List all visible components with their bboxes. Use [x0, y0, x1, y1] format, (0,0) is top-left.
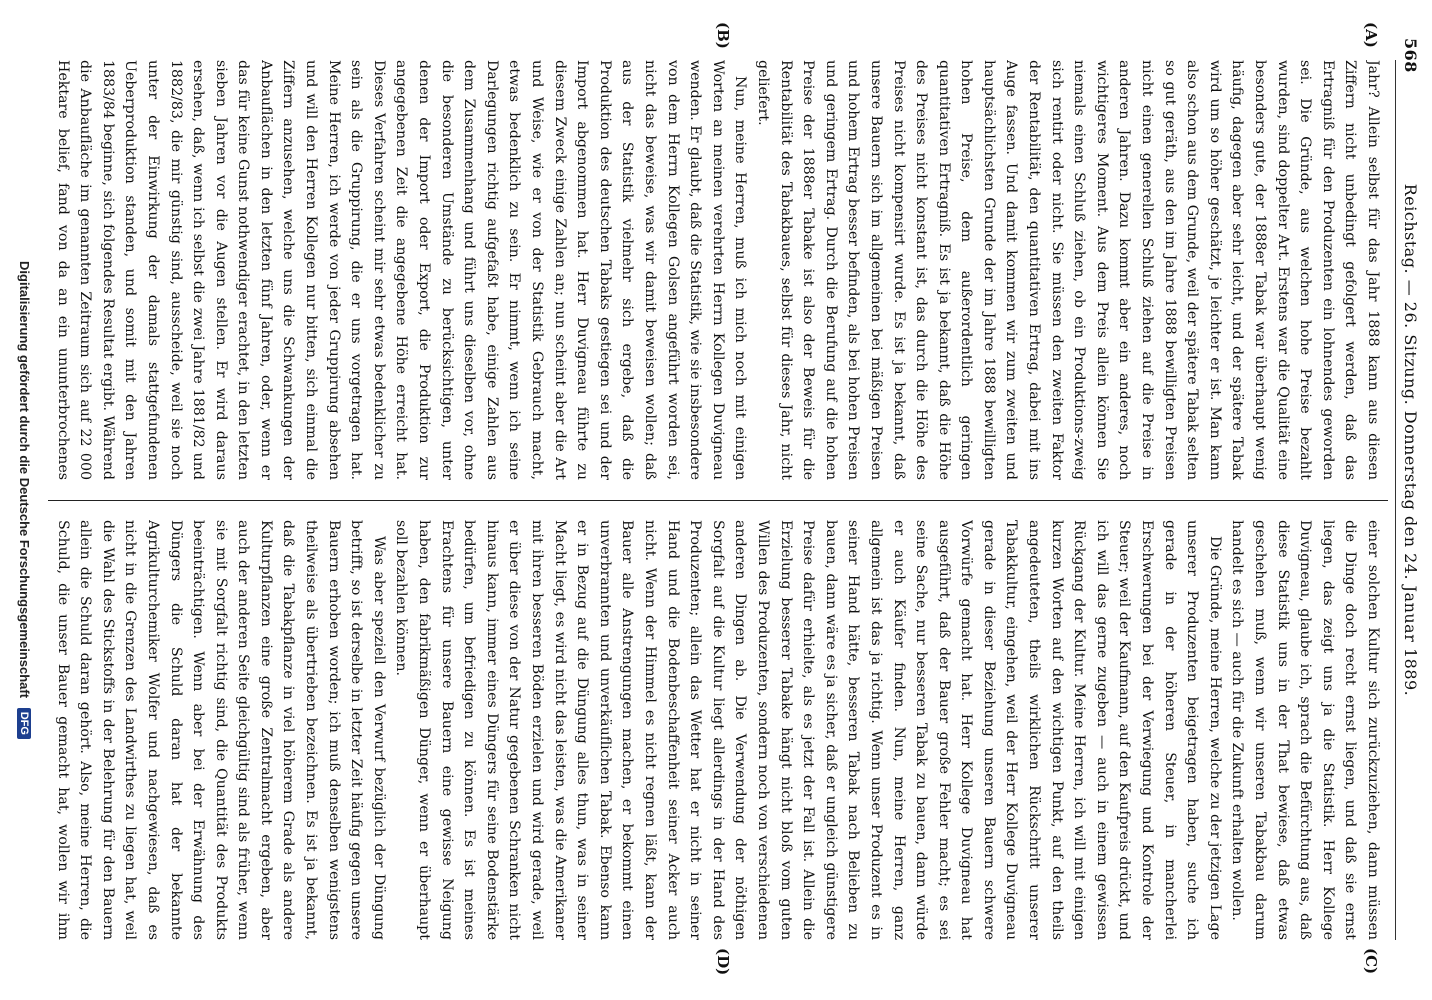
left-text-column — [54, 60, 1384, 480]
header-rule — [1395, 60, 1396, 940]
paragraph: Nun, meine Herren, muß ich mich noch mit einigen Worten an meinen verehrten Herrn Kollegen Duvigneau wenden. Er glaubt, daß die Statistik, wie sie insbesondere von dem Herrn Kollegen Golsen angeführt worden sei, nicht das beweise, was wir damit beweisen wollen; daß aus der Statistik vielmehr sich ergebe, daß die Produktion des deutschen Tabaks gestiegen sei und der Import abgenommen hat. Herr Duvigneau führte zu diesem Zweck einige Zahlen an; nun scheint aber die Art und Weise, wie er von der Statistik Gebrauch macht, etwas bedenklich zu sein. Er nimmt, wenn ich seine Darlegungen richtig aufgefaßt habe, einige Zahlen aus dem Zusammenhang und führt uns dieselben vor, ohne die besonderen Umstände zu berücksichtigen, unter denen der Import oder Export, die Produktion zur angegebenen Zeit die angegebene Höhe erreicht hat. Dieses Verfahren scheint mir sehr etwas bedenklicher zu sein als die Gruppirung, die er uns vorgetragen hat. Meine Herren, ich werde von jeder Gruppirung absehen und will den Herren Kollegen nur bitten, sich einmal die Ziffern anzusehen, welche uns die Schwankungen der Anbauflächen in den letzten fünf Jahren, oder, wenn er das für keine Gunst nothwendiger erachtet, in den letzten sieben Jahren vor die Augen stellen. Er wird daraus ersehen, daß, wenn ich selbst die zwei Jahre 1881/82 und 1882/83, die mir günstig sind, ausscheide, weil sie noch unter der Einwirkung der damals stattgefundenen Ueberproduktion standen, und somit mit den Jahren 1883/84 beginne, sich folgendes Resultat ergibt. Während die Anbaufläche im genannten Zeitraum sich auf 22 000 Hektare belief, fand von da an ein ununterbrochenes — [54, 60, 749, 480]
column-divider — [48, 500, 1388, 501]
margin-mark-a: (A) — [1362, 22, 1380, 48]
credit-text: Digitalisierung gefördert durch die Deutsche Forschungsgemeinschaft — [17, 261, 32, 699]
margin-mark-d: (D) — [714, 948, 732, 976]
digitization-credit — [6, 0, 32, 1000]
paragraph: Jahr? Allein selbst für das Jahr 1888 kann aus diesen Ziffern nicht unbedingt gefolgert werden, daß das Ertragniß für den Produzenten ein lohnendes geworden sei. Die Gründe, aus welchen hohe Preise bezahlt wurden, sind doppelter Art. Erstens war die Qualität eine besonders gute, der 1888er Tabak war überhaupt wenig häufig, dagegen aber sehr leicht, und der spätere Tabak wird um so höher geschätzt, je leichter er ist. Man kann also schon aus dem Grunde, weil der spätere Tabak selten so gut geräth, aus den im Jahre 1888 bewilligten Preisen nicht einen generellen Schluß ziehen auf die Preise in anderen Jahren. Dazu kommt aber ein anderes, noch wichtigeres Moment. Aus dem Preis allein können Sie niemals einen Schluß ziehen, ob ein Produktions-zweig sich rentirt oder nicht. Sie müssen den zweiten Faktor der Rentabilität, den quantitativen Ertrag, dabei mit ins Auge fassen. Und damit kommen wir zum zweiten und hauptsächlichsten Grunde der im Jahre 1888 bewilligten hohen Preise, dem außerordentlich geringen quantitativen Ertragniß. Es ist ja bekannt, daß die Höhe des Preises nicht konstant ist, das durch die Höhe des Preises nicht kompensirt wurde. Es ist ja bekannt, daß unsere Bauern sich im allgemeinen bei mäßigen Preisen und hohem Ertrag besser befinden, als bei hohen Preisen und geringem Ertrag. Durch die Berufung auf die hohen Preise der 1888er Tabake ist also der Beweis für die Rentabilität des Tabakbaues, selbst für dieses Jahr, nicht geliefert. — [754, 60, 1381, 480]
paragraph: Was aber speziell den Verwurf bezüglich der Düngung betrifft, so ist derselbe in letzter Zeit häufig gegen unsere Bauern erhoben worden; ich muß denselben wenigstens theilweise als übertrieben bezeichnen. Es ist ja bekannt, daß die Tabakpflanze in viel höherem Grade als andere Kulturpflanzen eine große Zentralmacht ergeben, aber auch der anderen Seite gleichgültig sind als früher, wenn sie mit Sorgfalt richtig sind, die Quantität des Produkts beeinträchtigen. Wenn aber bei der Erwähnung des Düngers die Schuld daran hat der bekannte Agrikulturchemiker Wolfer und nachgewiesen, daß es nicht in die Grenzen des Landwirthes zu liegen hat, weil die Wahl des Stickstoffs in der Belehrung für den Bauern allein die Schuld daran gehört. Also, meine Herren, die Schuld, die unser Bauer gemacht hat, wollen wir ihm — [54, 520, 387, 940]
paragraph: Die Gründe, meine Herren, welche zu der jetzigen Lage unserer Produzenten beigetragen haben, suche ich gerade in der höheren Steuer, in mancherlei Erschwerungen bei der Verwiegung und Kontrole der Steuer; weil der Kaufmann, auf den Kaufpreis drückt, und ich will das gerne zugeben — auch in einem gewissen Rückgang der Kultur. Meine Herren, ich will mit einigen kurzen Worten auf den wichtigen Punkt, auf den theils angedeuteten, theils wirklichen Rückschritt unserer Tabakkultur, eingehen, weil der Herr Kollege Duvigneau gerade in dieser Beziehung unseren Bauern schwere Vorwürfe gemacht hat. Herr Kollege Duvigneau hat ausgeführt, daß der Bauer große Fehler macht; es sei seine Sache, nur besseren Tabak zu bauen, dann würde er auch Käufer finden. Nun, meine Herren, ganz allgemein ist das ja richtig. Wenn unser Produzent es in seiner Hand hätte, besseren Tabak nach Belieben zu bauen, dann wäre es ja sicher, daß er ungleich günstigere Preise dafür erhielte, als es jetzt der Fall ist. Allein die Erzielung besserer Tabake hängt nicht bloß vom guten Willen des Produzenten, sondern noch von verschiedenen anderen Dingen ab. Die Verwendung der nöthigen Sorgfalt auf die Kultur liegt allerdings in der Hand des Produzenten; allein das Wetter hat er nicht in seiner Hand und die Bodenbeschaffenheit seiner Acker auch nicht. Wenn der Himmel es nicht regnen läßt, kann der Bauer alle Anstrengungen machen, er bekommt einen unverbrannten und unverkäuflichen Tabak. Ebenso kann er in Bezug auf die Düngung alles thun, was in seiner Macht liegt, es wird nicht das leisten, was die Amerikaner mit ihren besseren Böden erzielen und wird gerade, weil er über diese von der Natur gegebenen Schranken nicht hinaus kann, immer eines Düngers für seine Bodenstärke bedürfen, um befriedigen zu können. Es ist meines Erachtens für unsere Bauern eine gewisse Neigung haben, den fabrikmäßigen Dünger, wenn er überhaupt soll bezahlen können. — [393, 520, 1223, 940]
right-text-column — [54, 520, 1384, 940]
paragraph: einer solchen Kultur sich zurückzuziehen, dann müssen die Dinge doch recht ernst liegen, und daß sie ernst liegen, das zeigt uns ja die Statistik. Herr Kollege Duvigneau, glaube ich, sprach die Befürchtung aus, daß diese Statistik uns in der That bewiese, daß etwas geschehen muß, wenn wir unseren Tabakbau darum handelt es sich — auch für die Zukunft erhalten wollen. — [1229, 520, 1381, 940]
page-header — [1390, 0, 1426, 1000]
page-title: Reichstag. — 26. Sitzung. Donnerstag den 24. Januar 1889. — [1401, 183, 1420, 697]
margin-mark-b: (B) — [714, 22, 732, 49]
page-number: 568 — [1401, 38, 1420, 73]
margin-mark-c: (C) — [1362, 948, 1380, 975]
dfg-logo: DFG — [17, 708, 31, 739]
